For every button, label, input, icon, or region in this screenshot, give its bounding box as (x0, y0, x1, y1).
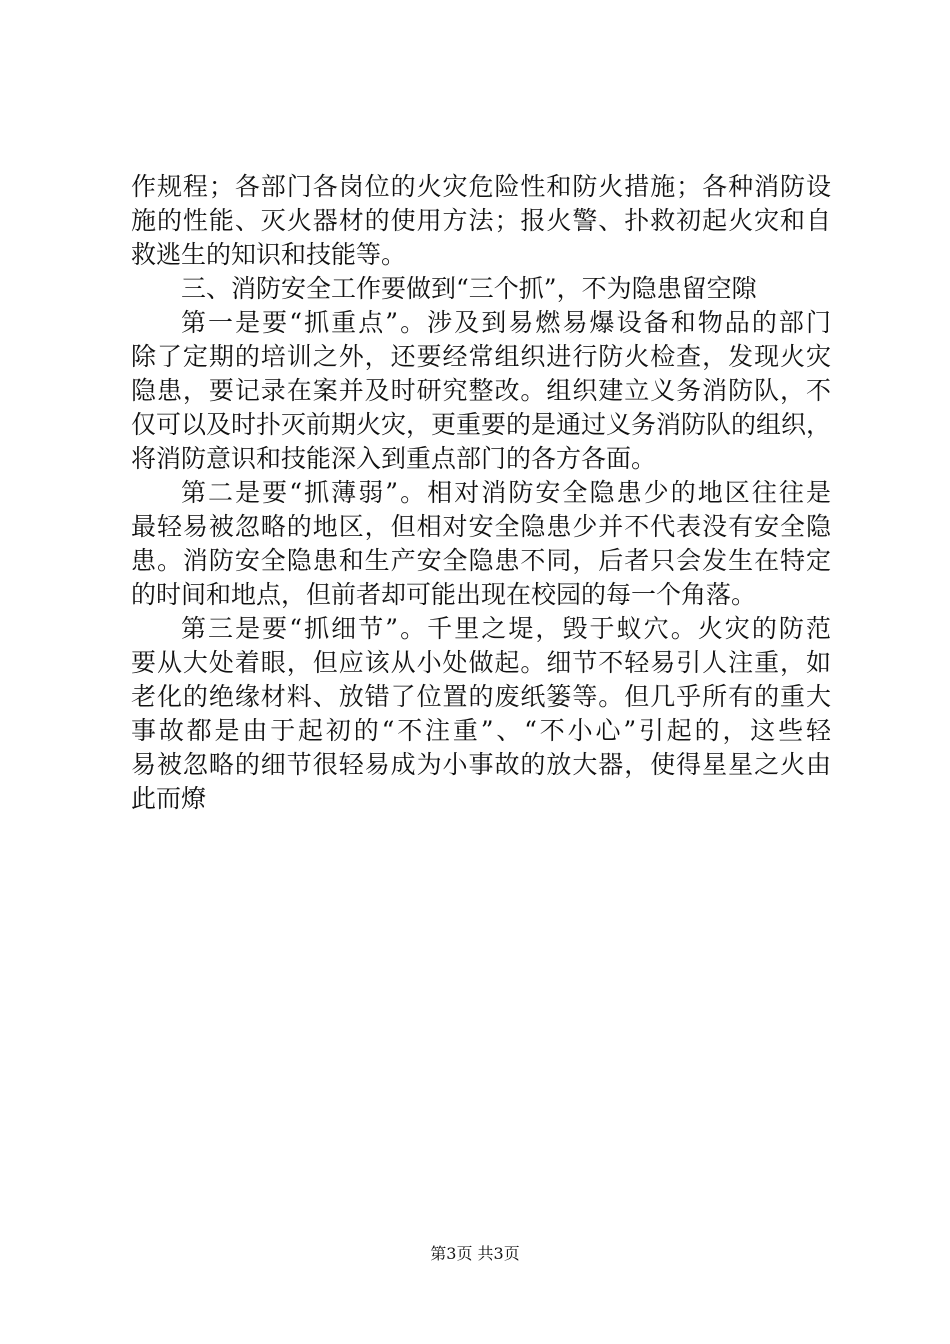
document-body (131, 170, 831, 816)
text-line: 除了定期的培训之外，还要经常组织进行防火检查，发现火灾 (131, 342, 831, 371)
text-line: 最轻易被忽略的地区，但相对安全隐患少并不代表没有安全隐 (131, 512, 831, 541)
text-line: 施的性能、灭火器材的使用方法；报火警、扑救初起火灾和自 (131, 206, 831, 235)
text-line: 的时间和地点，但前者却可能出现在校园的每一个角落。 (131, 580, 757, 609)
text-line: 事故都是由于起初的“不注重”、“不小心”引起的，这些轻 (131, 716, 831, 745)
text-line: 隐患，要记录在案并及时研究整改。组织建立义务消防队，不 (131, 376, 831, 405)
text-line: 易被忽略的细节很轻易成为小事故的放大器，使得星星之火由 (131, 750, 831, 779)
text-line: 此而燎 (131, 784, 207, 813)
text-line: 作规程；各部门各岗位的火灾危险性和防火措施；各种消防设 (131, 172, 831, 201)
text-line: 将消防意识和技能深入到重点部门的各方各面。 (131, 444, 657, 473)
text-line: 第一是要“抓重点”。涉及到易燃易爆设备和物品的部门 (181, 308, 831, 337)
text-line: 救逃生的知识和技能等。 (131, 240, 407, 269)
text-line: 老化的绝缘材料、放错了位置的废纸篓等。但几乎所有的重大 (131, 682, 831, 711)
text-line: 第三是要“抓细节”。千里之堤，毁于蚁穴。火灾的防范 (181, 614, 831, 643)
section-heading: 三、消防安全工作要做到“三个抓”，不为隐患留空隙 (181, 274, 757, 303)
page-number-label: 第3页 共3页 (430, 1244, 520, 1263)
text-line: 患。消防安全隐患和生产安全隐患不同，后者只会发生在特定 (131, 546, 831, 575)
text-line: 仅可以及时扑灭前期火灾，更重要的是通过义务消防队的组织， (131, 410, 832, 439)
text-line: 第二是要“抓薄弱”。相对消防安全隐患少的地区往往是 (181, 478, 831, 507)
text-line: 要从大处着眼，但应该从小处做起。细节不轻易引人注重，如 (131, 648, 831, 677)
page-footer (0, 1244, 950, 1264)
